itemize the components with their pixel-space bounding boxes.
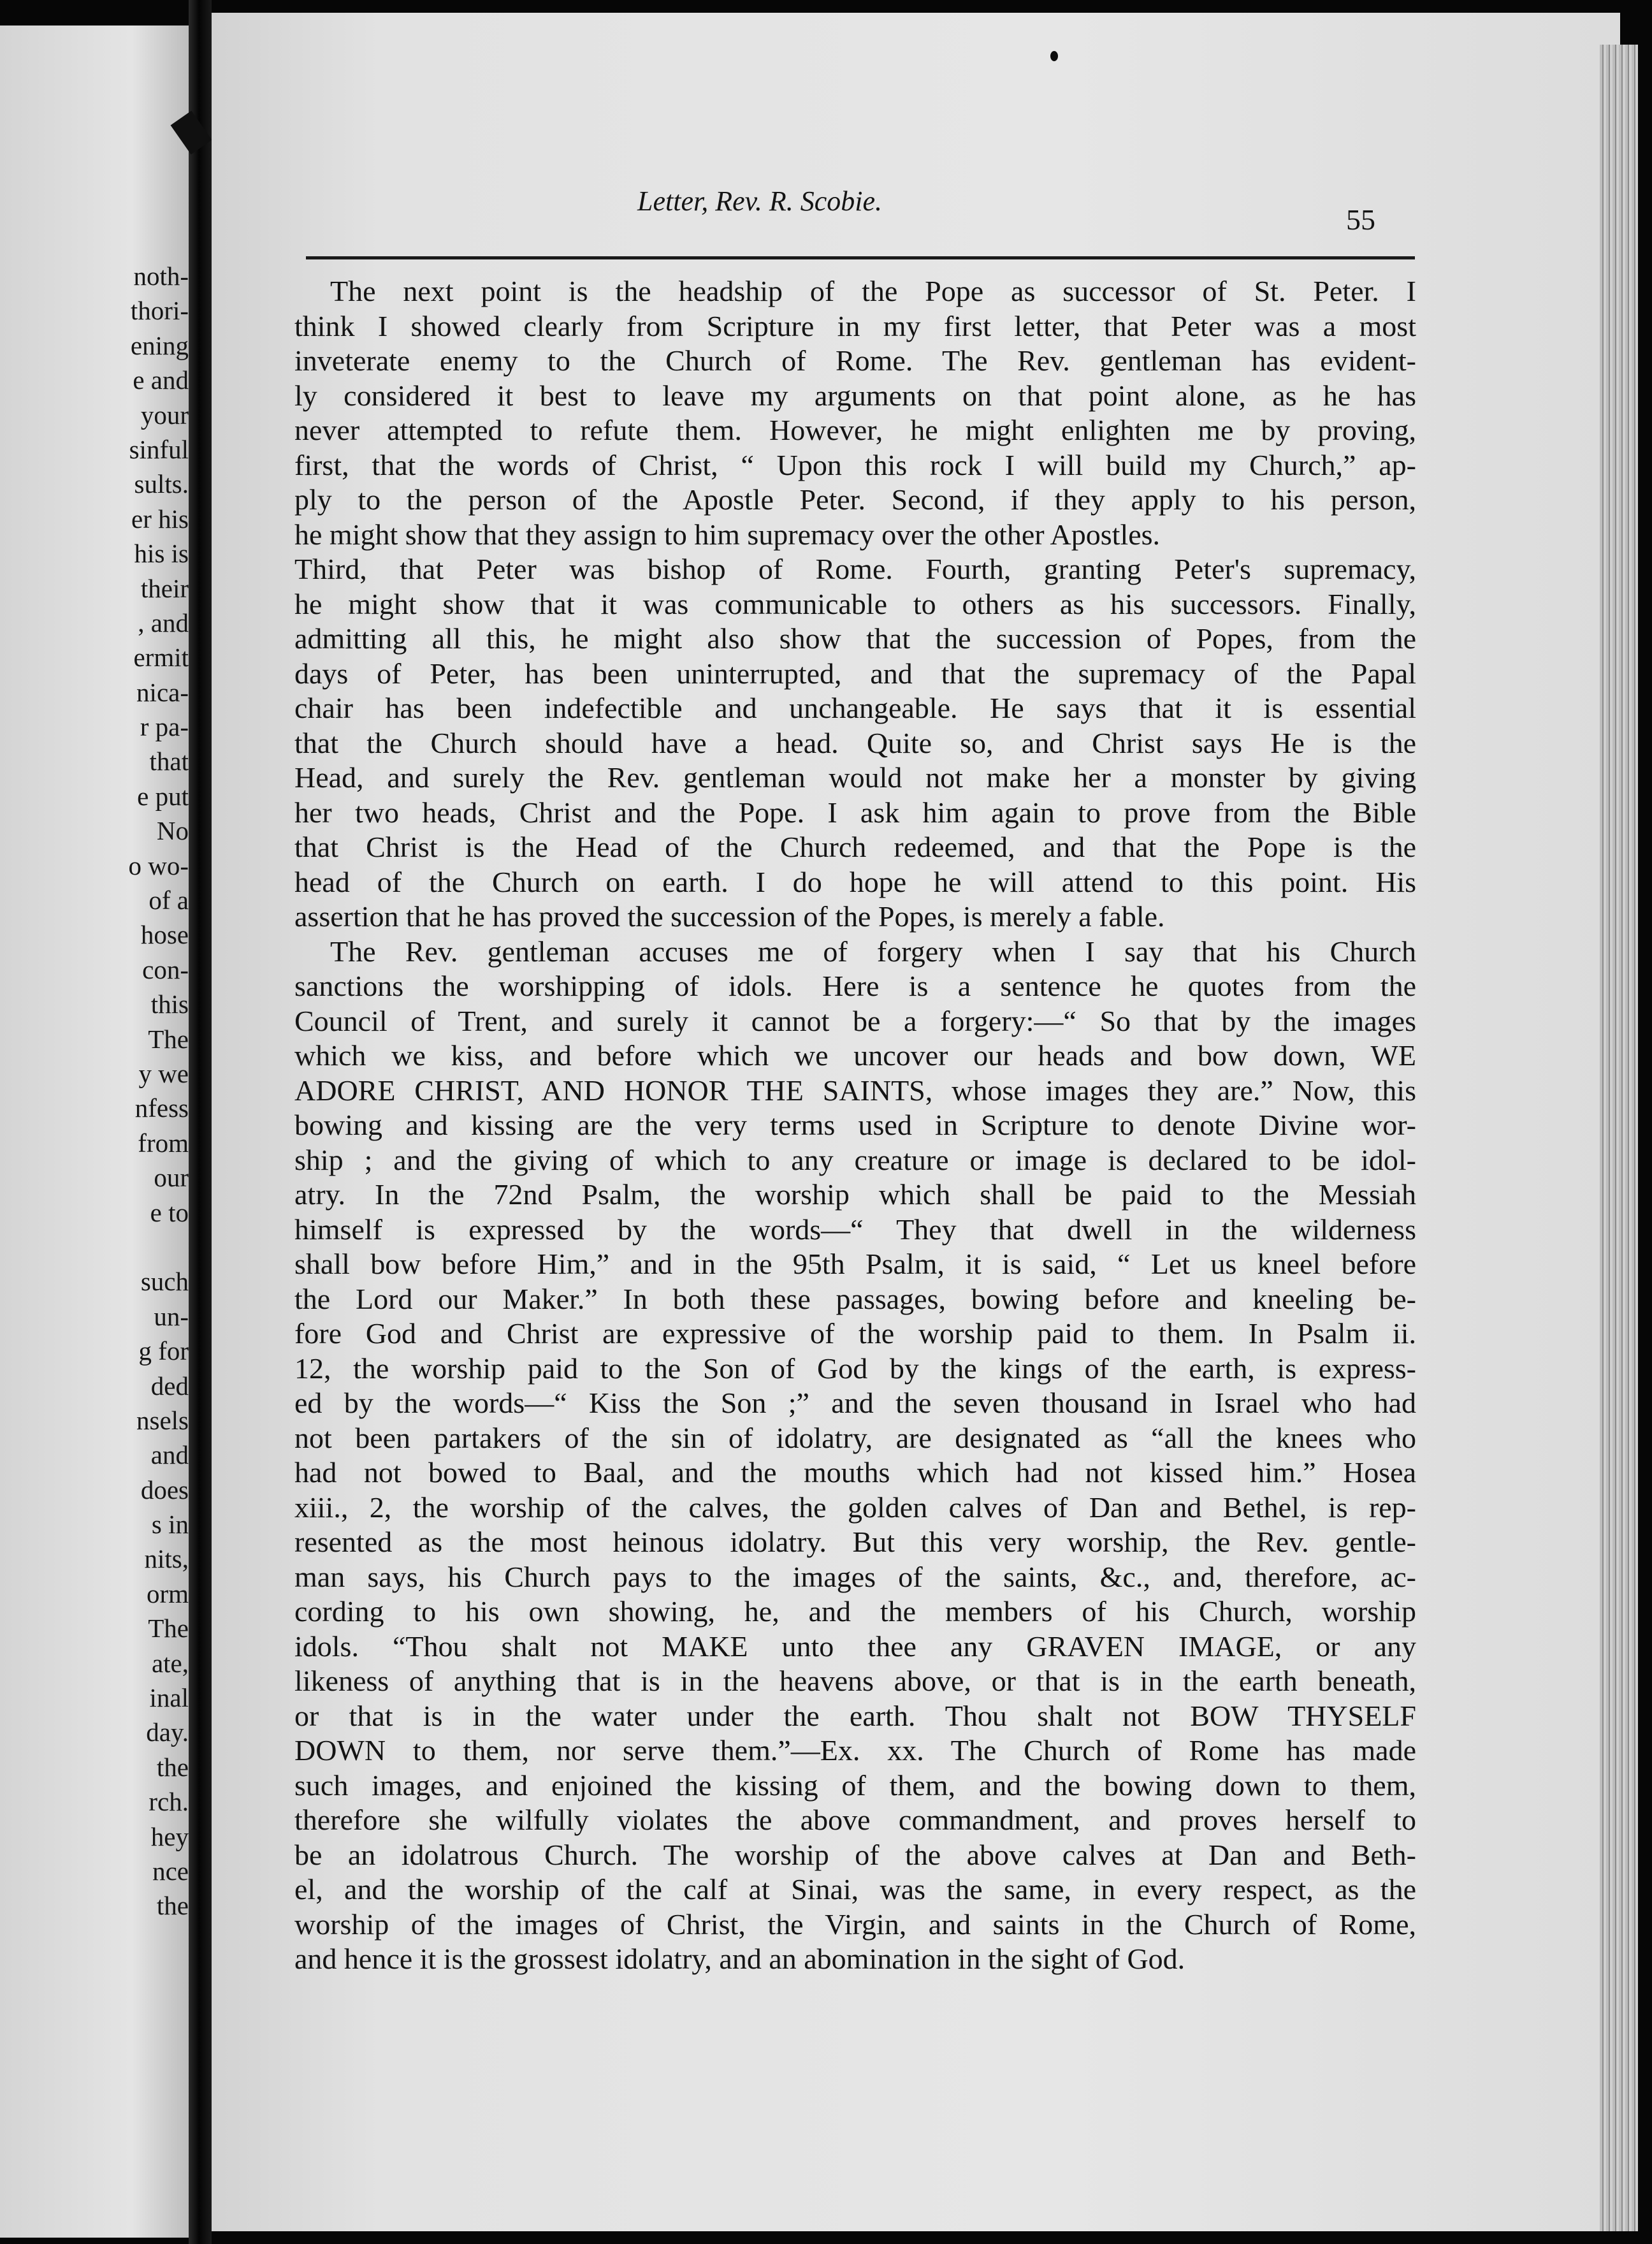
left-fragment-line: from	[138, 1128, 189, 1158]
left-fragment-line: this	[150, 989, 189, 1019]
left-fragment-line	[0, 1230, 189, 1264]
left-fragment-line: e put	[137, 781, 189, 811]
left-fragment-line: ate,	[151, 1648, 189, 1678]
text-line: Third, that Peter was bishop of Rome. Fourth, granting Peter's supremacy,	[294, 553, 1416, 585]
text-line: 12, the worship paid to the Son of God by the kings of the earth, is express-	[294, 1352, 1416, 1385]
text-line: sanctions the worshipping of idols. Here is a sentence he quotes from the	[294, 970, 1416, 1002]
text-line: first, that the words of Christ, “ Upon this rock I will build my Church,” ap-	[294, 448, 1416, 481]
left-fragment-line: his is	[134, 539, 189, 569]
left-fragment-line: hey	[150, 1821, 189, 1851]
text-line: inveterate enemy to the Church of Rome. The Rev. gentleman has evident-	[294, 344, 1416, 377]
left-fragment-line: does	[140, 1475, 189, 1504]
text-line: days of Peter, has been uninterrupted, and that the supremacy of the Papal	[294, 657, 1416, 690]
text-line: shall bow before Him,” and in the 95th Psalm, it is said, “ Let us kneel before	[294, 1248, 1416, 1280]
text-line: assertion that he has proved the succession of the Popes, is merely a fable.	[294, 900, 1165, 933]
text-line: ship ; and the giving of which to any creature or image is declared to be idol-	[294, 1143, 1416, 1176]
left-fragment-line: the	[156, 1891, 189, 1921]
text-line: xiii., 2, the worship of the calves, the golden calves of Dan and Bethel, is rep-	[294, 1490, 1416, 1524]
left-fragment-line: No	[156, 816, 189, 846]
text-line: never attempted to refute them. However, he might enlighten me by proving,	[294, 414, 1416, 446]
left-fragment-line: ening	[130, 330, 189, 360]
left-fragment-line: your	[140, 400, 189, 430]
text-line: that Christ is the Head of the Church redeemed, and that the Pope is the	[294, 831, 1416, 863]
left-fragment-line: the	[156, 1752, 189, 1782]
text-line: or that is in the water under the earth. Thou shalt not BOW THYSELF	[294, 1699, 1416, 1732]
text-line: cording to his own showing, he, and the members of his Church, worship	[294, 1595, 1416, 1628]
left-fragment-line: thori-	[130, 296, 189, 326]
text-line: ed by the words—“ Kiss the Son ;” and the seven thousand in Israel who had	[294, 1387, 1416, 1419]
left-fragment-line: day.	[146, 1717, 189, 1747]
left-fragment-line: of a	[149, 885, 189, 915]
left-fragment-line: The	[148, 1614, 189, 1643]
text-line: The next point is the headship of the Pope as successor of St. Peter. I	[330, 275, 1416, 307]
text-line: not been partakers of the sin of idolatry, are designated as “all the knees who	[294, 1421, 1416, 1454]
text-line: chair has been indefectible and unchangeable. He says that it is essential	[294, 692, 1416, 724]
text-line: himself is expressed by the words—“ They that dwell in the wilderness	[294, 1213, 1416, 1246]
left-fragment-line: un-	[154, 1301, 189, 1331]
left-fragment-line: noth-	[133, 261, 189, 291]
text-line: resented as the most heinous idolatry. But this very worship, the Rev. gentle-	[294, 1526, 1416, 1558]
text-line: idols. “Thou shalt not MAKE unto thee any GRAVEN IMAGE, or any	[294, 1629, 1416, 1663]
text-line: think I showed clearly from Scripture in my first letter, that Peter was a most	[294, 309, 1416, 342]
left-page-text	[0, 259, 189, 1923]
body-text	[294, 274, 1416, 1977]
text-line: admitting all this, he might also show that the succession of Popes, from the	[294, 622, 1416, 655]
left-fragment-line: r pa-	[140, 712, 189, 742]
left-fragment-line: sults.	[134, 469, 189, 499]
text-line: and hence it is the grossest idolatry, and an abomination in the sight of God.	[294, 1942, 1185, 1975]
left-fragment-line: nica-	[136, 677, 189, 707]
left-fragment-line: ermit	[133, 643, 189, 673]
text-line: ply to the person of the Apostle Peter. Second, if they apply to his person,	[294, 483, 1416, 516]
left-fragment-line: y we	[138, 1058, 189, 1088]
left-fragment-line: such	[140, 1267, 189, 1297]
text-line: Council of Trent, and surely it cannot be a forgery:—“ So that by the images	[294, 1004, 1416, 1037]
text-line: bowing and kissing are the very terms used in Scripture to denote Divine wor-	[294, 1109, 1416, 1141]
text-line: ly considered it best to leave my arguments on that point alone, as he has	[294, 379, 1416, 412]
page-edge-stack	[1600, 45, 1638, 2231]
left-fragment-line: The	[148, 1024, 189, 1054]
text-line: he might show that it was communicable to others as his successors. Finally,	[294, 587, 1416, 620]
text-line: head of the Church on earth. I do hope he will attend to this point. His	[294, 865, 1416, 898]
text-line: fore God and Christ are expressive of the worship paid to them. In Psalm ii.	[294, 1317, 1416, 1350]
text-line: el, and the worship of the calf at Sinai, was the same, in every respect, as the	[294, 1873, 1416, 1905]
left-fragment-line: hose	[140, 920, 189, 950]
left-fragment-line: their	[140, 573, 189, 603]
text-line: The Rev. gentleman accuses me of forgery when I say that his Church	[330, 935, 1416, 968]
left-fragment-line: nits,	[144, 1544, 189, 1574]
left-fragment-line: o wo-	[128, 850, 189, 880]
left-fragment-line: ded	[150, 1371, 189, 1401]
text-line: man says, his Church pays to the images of the saints, &c., and, therefore, ac-	[294, 1560, 1416, 1593]
text-line: worship of the images of Christ, the Virgin, and saints in the Church of Rome,	[294, 1907, 1416, 1941]
text-line: be an idolatrous Church. The worship of the above calves at Dan and Beth-	[294, 1838, 1416, 1871]
left-fragment-line: , and	[138, 608, 189, 638]
text-line: ADORE CHRIST, AND HONOR THE SAINTS, whose images they are.” Now, this	[294, 1074, 1416, 1107]
left-fragment-line: e to	[150, 1197, 189, 1227]
text-line: atry. In the 72nd Psalm, the worship which shall be paid to the Messiah	[294, 1178, 1416, 1211]
left-fragment-line: nfess	[134, 1093, 189, 1123]
left-fragment-line: inal	[149, 1683, 189, 1713]
left-fragment-line: that	[149, 747, 189, 776]
left-fragment-line: con-	[142, 954, 189, 984]
left-fragment-line: nsels	[136, 1405, 189, 1435]
text-line: had not bowed to Baal, and the mouths which had not kissed him.” Hosea	[294, 1456, 1416, 1489]
text-line: that the Church should have a head. Quite so, and Christ says He is the	[294, 726, 1416, 759]
left-fragment-line: g for	[138, 1336, 189, 1366]
page-number: 55	[1346, 203, 1375, 236]
header-rule	[306, 256, 1415, 259]
text-line: which we kiss, and before which we uncover our heads and bow down, WE	[294, 1039, 1416, 1072]
running-head: Letter, Rev. R. Scobie.	[637, 186, 883, 217]
left-fragment-line: sinful	[129, 434, 189, 464]
text-line: he might show that they assign to him supremacy over the other Apostles.	[294, 518, 1161, 551]
left-fragment-line: and	[150, 1440, 189, 1470]
text-line: the Lord our Maker.” In both these passages, bowing before and kneeling be-	[294, 1282, 1416, 1315]
text-line: therefore she wilfully violates the above commandment, and proves herself to	[294, 1803, 1416, 1836]
text-line: likeness of anything that is in the heavens above, or that is in the earth beneath,	[294, 1665, 1416, 1697]
left-fragment-line: rch.	[149, 1787, 189, 1817]
text-line: her two heads, Christ and the Pope. I ask him again to prove from the Bible	[294, 796, 1416, 829]
left-fragment-line: s in	[151, 1510, 189, 1540]
left-fragment-line: er his	[131, 504, 189, 534]
left-fragment-line: e and	[133, 365, 189, 395]
book-gutter	[189, 0, 212, 2244]
ink-speck	[1050, 51, 1058, 61]
left-fragment-line: orm	[146, 1578, 189, 1608]
text-line: DOWN to them, nor serve them.”—Ex. xx. The Church of Rome has made	[294, 1734, 1416, 1767]
left-page-fragment	[0, 26, 189, 2238]
left-fragment-line: our	[154, 1163, 189, 1193]
text-line: Head, and surely the Rev. gentleman would not make her a monster by giving	[294, 761, 1416, 794]
text-line: such images, and enjoined the kissing of them, and the bowing down to them,	[294, 1768, 1416, 1802]
left-fragment-line: nce	[152, 1856, 189, 1886]
